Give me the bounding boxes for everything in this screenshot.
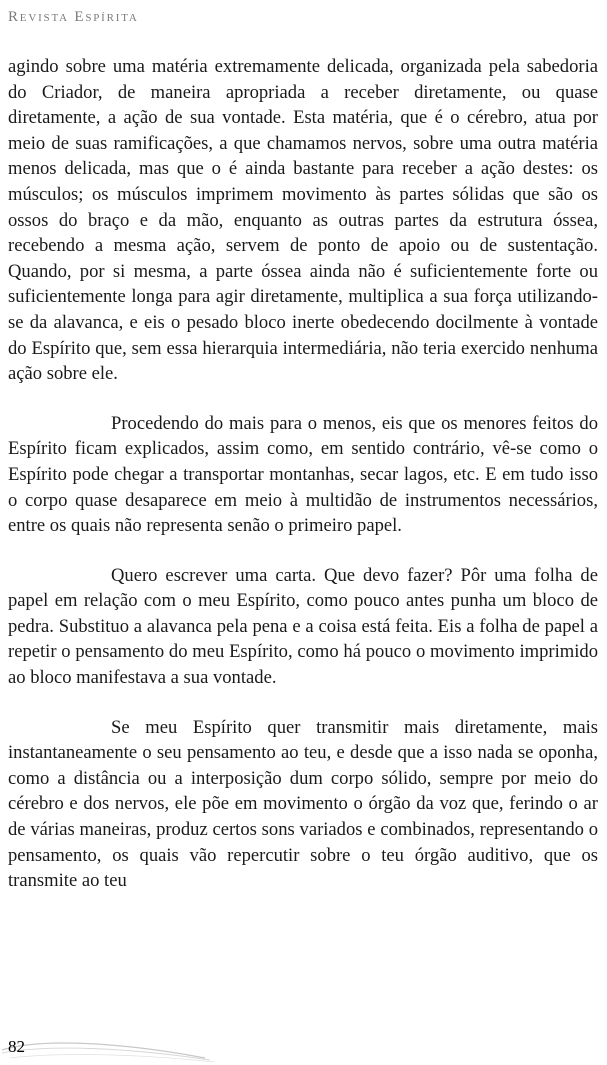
running-header: Revista Espírita xyxy=(8,9,139,25)
page-number: 82 xyxy=(8,1037,25,1056)
page-body xyxy=(8,54,598,894)
paragraph-2: Procedendo do mais para o menos, eis que os menores feitos do Espírito ficam explicados, assim como, em sentido contrário, vê-se como o Espírito pode chegar a transportar montanhas, secar lagos, etc. E em tudo isso o corpo quase desaparece em meio à multidão de instrumentos necessários, entre os quais não representa senão o primeiro papel. xyxy=(8,412,598,537)
paragraph-1: agindo sobre uma matéria extremamente delicada, organizada pela sabedoria do Criador, de maneira apropriada a receber diretamente, ou quase diretamente, a ação de sua vontade. Esta matéria, que é o cérebro, atua por meio de suas ramificações, a que chamamos nervos, sobre uma outra matéria menos delicada, mas que o é ainda bastante para receber a ação destes: os músculos; os músculos imprimem movimento às partes sólidas que são os ossos do braço e da mão, enquanto as outras partes da estrutura óssea, recebendo a mesma ação, servem de ponto de apoio ou de sustentação. Quando, por si mesma, a parte óssea ainda não é suficientemente forte ou suficientemente longa para agir diretamente, multiplica a sua força utilizando-se da alavanca, e eis o pesado bloco inerte obedecendo docilmente à vontade do Espírito que, sem essa hierarquia intermediária, não teria exercido nenhuma ação sobre ele. xyxy=(8,56,598,385)
page-number-ornament xyxy=(0,1036,220,1064)
paragraph-3: Quero escrever uma carta. Que devo fazer? Pôr uma folha de papel em relação com o meu Espírito, como pouco antes punha um bloco de pedra. Substituo a alavanca pela pena e a coisa está feita. Eis a folha de papel a repetir o pensamento do meu Espírito, como há pouco o movimento imprimido ao bloco manifestava a sua vontade. xyxy=(8,564,598,689)
paragraph-4: Se meu Espírito quer transmitir mais diretamente, mais instantaneamente o seu pensamento ao teu, e desde que a isso nada se oponha, como a distância ou a interposição dum corpo sólido, sempre por meio do cérebro e dos nervos, ele põe em movimento o órgão da voz que, ferindo o ar de várias maneiras, produz certos sons variados e combinados, representando o pensamento, os quais vão repercutir sobre o teu órgão auditivo, que os transmite ao teu xyxy=(8,716,598,892)
